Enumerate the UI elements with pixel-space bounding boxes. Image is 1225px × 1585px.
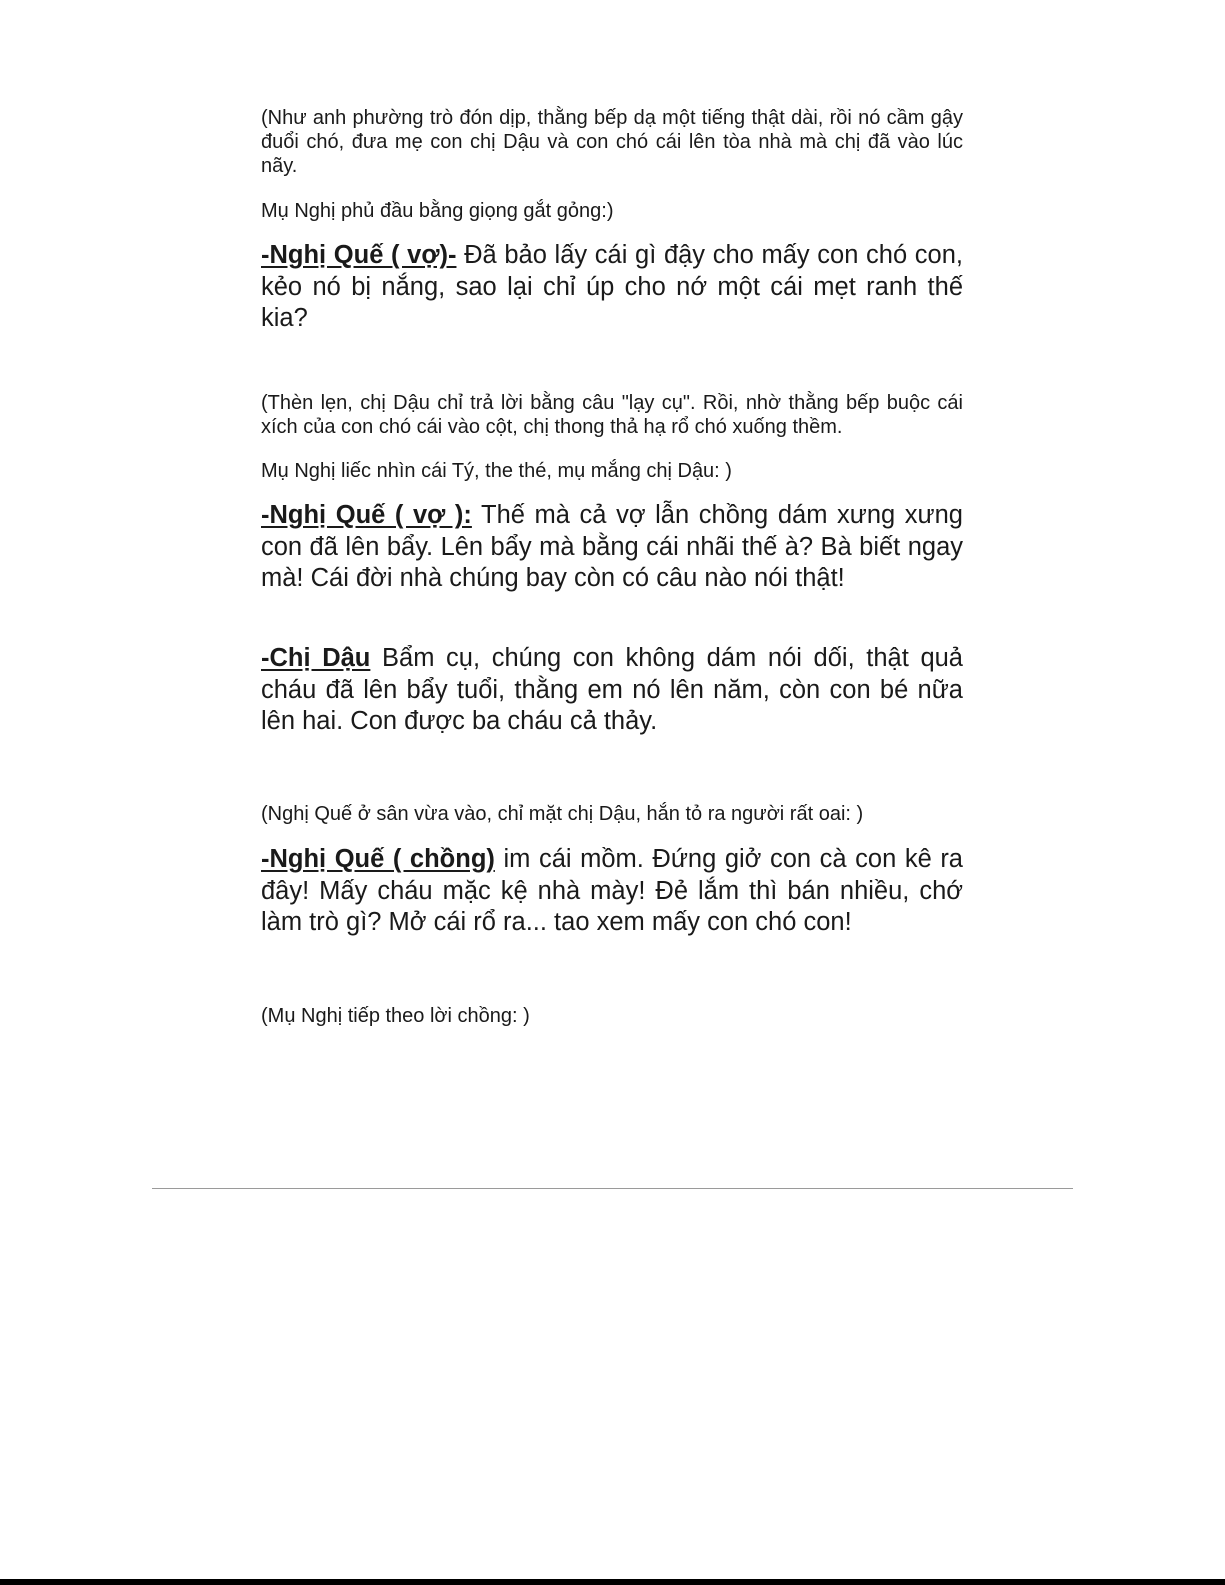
dialogue-4 bbox=[261, 844, 963, 939]
stage-direction-1: (Như anh phường trò đón dịp, thằng bếp dạ một tiếng thật dài, rồi nó cầm gậy đuổi chó, đưa mẹ con chị Dậu và con chó cái lên tòa nhà mà chị đã vào lúc nãy. bbox=[261, 107, 963, 177]
speaker-name: -Nghị Quế ( vợ ): bbox=[261, 501, 472, 529]
stage-direction-5: (Nghị Quế ở sân vừa vào, chỉ mặt chị Dậu, hắn tỏ ra người rất oai: ) bbox=[261, 803, 864, 825]
stage-direction-4: Mụ Nghị liếc nhìn cái Tý, the thé, mụ mắng chị Dậu: ) bbox=[261, 460, 732, 482]
dialogue-3 bbox=[261, 643, 963, 738]
speaker-name: -Chị Dậu bbox=[261, 644, 371, 672]
speaker-name: -Nghị Quế ( chồng) bbox=[261, 845, 495, 873]
dialogue-2 bbox=[261, 500, 963, 595]
dialogue-text: Đã bảo lấy cái gì đậy cho mấy con chó con, kẻo nó bị nắng, sao lại chỉ úp cho nớ một cái mẹt ranh thế kia? bbox=[261, 241, 963, 332]
dialogue-1 bbox=[261, 240, 963, 335]
stage-direction-6: (Mụ Nghị tiếp theo lời chồng: ) bbox=[261, 1005, 530, 1027]
dialogue-text: Bẩm cụ, chúng con không dám nói dối, thật quả cháu đã lên bẩy tuổi, thằng em nó lên năm, còn con bé nữa lên hai. Con được ba cháu cả thảy. bbox=[261, 644, 963, 735]
page-bottom-edge bbox=[0, 1579, 1225, 1585]
page-divider bbox=[152, 1188, 1073, 1189]
speaker-name: -Nghị Quế ( vợ)- bbox=[261, 241, 457, 269]
stage-direction-3: (Thèn lẹn, chị Dậu chỉ trả lời bằng câu "lạy cụ". Rồi, nhờ thằng bếp buộc cái xích của con chó cái vào cột, chị thong thả hạ rổ chó xuống thềm. bbox=[261, 392, 963, 438]
stage-direction-2: Mụ Nghị phủ đầu bằng giọng gắt gỏng:) bbox=[261, 200, 614, 222]
dialogue-text: im cái mồm. Đứng giở con cà con kê ra đây! Mấy cháu mặc kệ nhà mày! Đẻ lắm thì bán nhiều, chớ làm trò gì? Mở cái rổ ra... tao xem mấy con chó con! bbox=[261, 845, 963, 936]
dialogue-text: Thế mà cả vợ lẫn chồng dám xưng xưng con đã lên bẩy. Lên bẩy mà bằng cái nhãi thế à? Bà biết ngay mà! Cái đời nhà chúng bay còn có câu nào nói thật! bbox=[261, 501, 963, 592]
